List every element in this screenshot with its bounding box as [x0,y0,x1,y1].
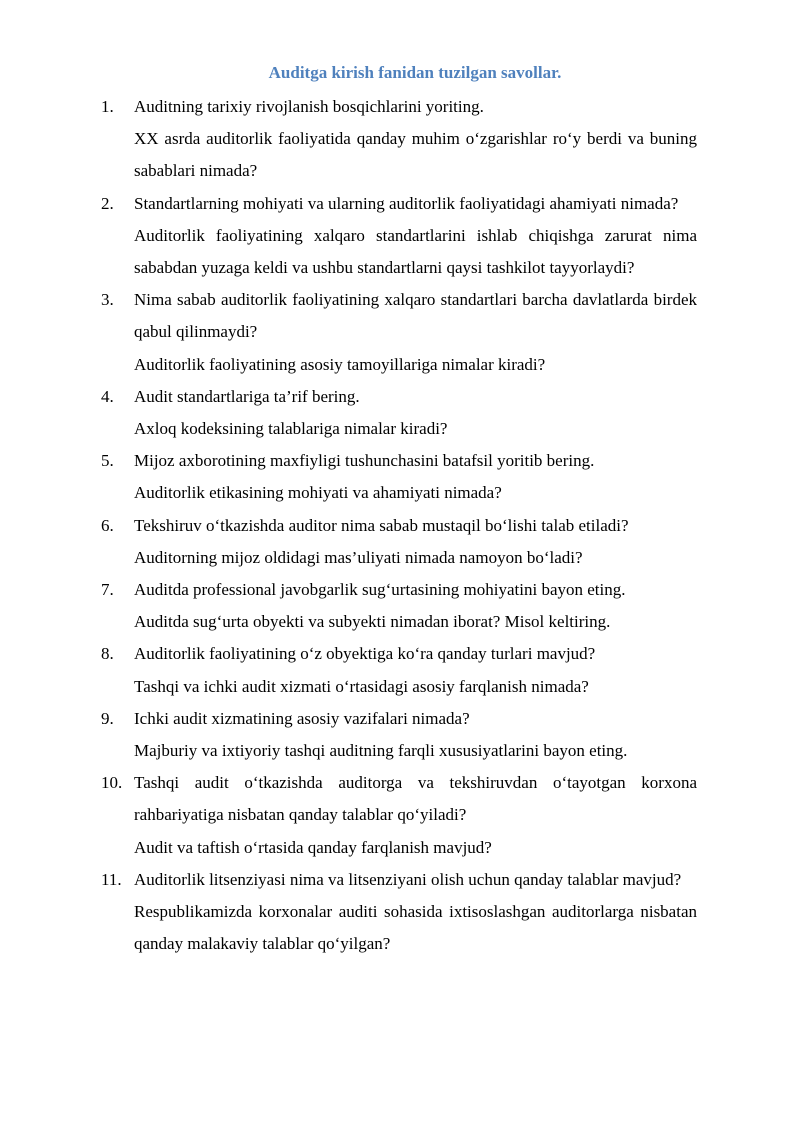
question-text: Auditorlik faoliyatining o‘z obyektiga ko‘ra qanday turlari mavjud? [134,644,596,664]
question-text: Auditorlik faoliyatining asosiy tamoyillariga nimalar kiradi? [134,354,546,374]
question-number: 2. [101,193,114,213]
question-text: Auditorlik litsenziyasi nima va litsenziyani olish uchun qanday talablar mavjud? [134,869,682,889]
question-text: Tekshiruv o‘tkazishda auditor nima sabab mustaqil bo‘lishi talab etiladi? [134,515,629,535]
list-item [0,574,800,638]
question-text: Tashqi va ichki audit xizmati o‘rtasidagi asosiy farqlanish nimada? [134,676,589,696]
list-item [0,703,800,767]
question-text: Majburiy va ixtiyoriy tashqi auditning farqli xususiyatlarini bayon eting. [134,741,628,761]
question-text: Auditorlik etikasining mohiyati va ahamiyati nimada? [134,483,502,503]
question-text: Axloq kodeksining talablariga nimalar kiradi? [134,419,448,439]
list-item [0,864,800,961]
question-text: Tashqi audit o‘tkazishda auditorga va tekshiruvdan o‘tayotgan korxona rahbariyatiga nisbatan qanday talablar qo‘yiladi? [134,773,697,825]
question-text: XX asrda auditorlik faoliyatida qanday muhim o‘zgarishlar ro‘y berdi va buning sabablari nimada? [134,129,697,181]
list-item [0,638,800,702]
question-text: Audit va taftish o‘rtasida qanday farqlanish mavjud? [134,837,492,857]
question-number: 5. [101,451,114,471]
question-number: 3. [101,290,114,310]
question-text: Auditning tarixiy rivojlanish bosqichlarini yoriting. [134,97,484,116]
list-item [0,91,800,188]
question-number: 9. [101,708,114,728]
list-item [0,767,800,864]
list-item [0,381,800,445]
question-number: 6. [101,515,114,535]
question-text: Auditorning mijoz oldidagi mas’uliyati nimada namoyon bo‘ladi? [134,547,583,567]
question-number: 7. [101,580,114,600]
list-item [0,188,800,285]
question-number: 8. [101,644,114,664]
question-text: Standartlarning mohiyati va ularning auditorlik faoliyatidagi ahamiyati nimada? [134,193,679,213]
question-number: 10. [101,773,123,793]
question-number: 4. [101,386,114,406]
question-text: Auditorlik faoliyatining xalqaro standartlarini ishlab chiqishga zarurat nima sababdan yuzaga keldi va ushbu standartlarni qaysi tashkilot tayyorlaydi? [134,225,697,278]
list-item [0,510,800,574]
question-text: Nima sabab auditorlik faoliyatining xalqaro standartlari barcha davlatlarda birdek qabul qilinmaydi? [134,290,697,342]
question-text: Mijoz axborotining maxfiyligi tushunchasini batafsil yoritib bering. [134,451,595,471]
question-number: 11. [101,869,122,889]
question-list [0,91,800,960]
page-title: Auditga kirish fanidan tuzilgan savollar. [268,63,562,82]
question-text: Audit standartlariga ta’rif bering. [134,386,360,406]
list-item [0,445,800,509]
question-text: Ichki audit xizmatining asosiy vazifalari nimada? [134,708,470,728]
question-text: Auditda sug‘urta obyekti va subyekti nimadan iborat? Misol keltiring. [134,612,611,632]
question-text: Respublikamizda korxonalar auditi sohasida ixtisoslashgan auditorlarga nisbatan qanday malakaviy talablar qo‘yilgan? [134,902,697,954]
question-text: Auditda professional javobgarlik sug‘urtasining mohiyatini bayon eting. [134,580,626,600]
list-item [0,284,800,381]
question-number: 1. [101,97,114,116]
